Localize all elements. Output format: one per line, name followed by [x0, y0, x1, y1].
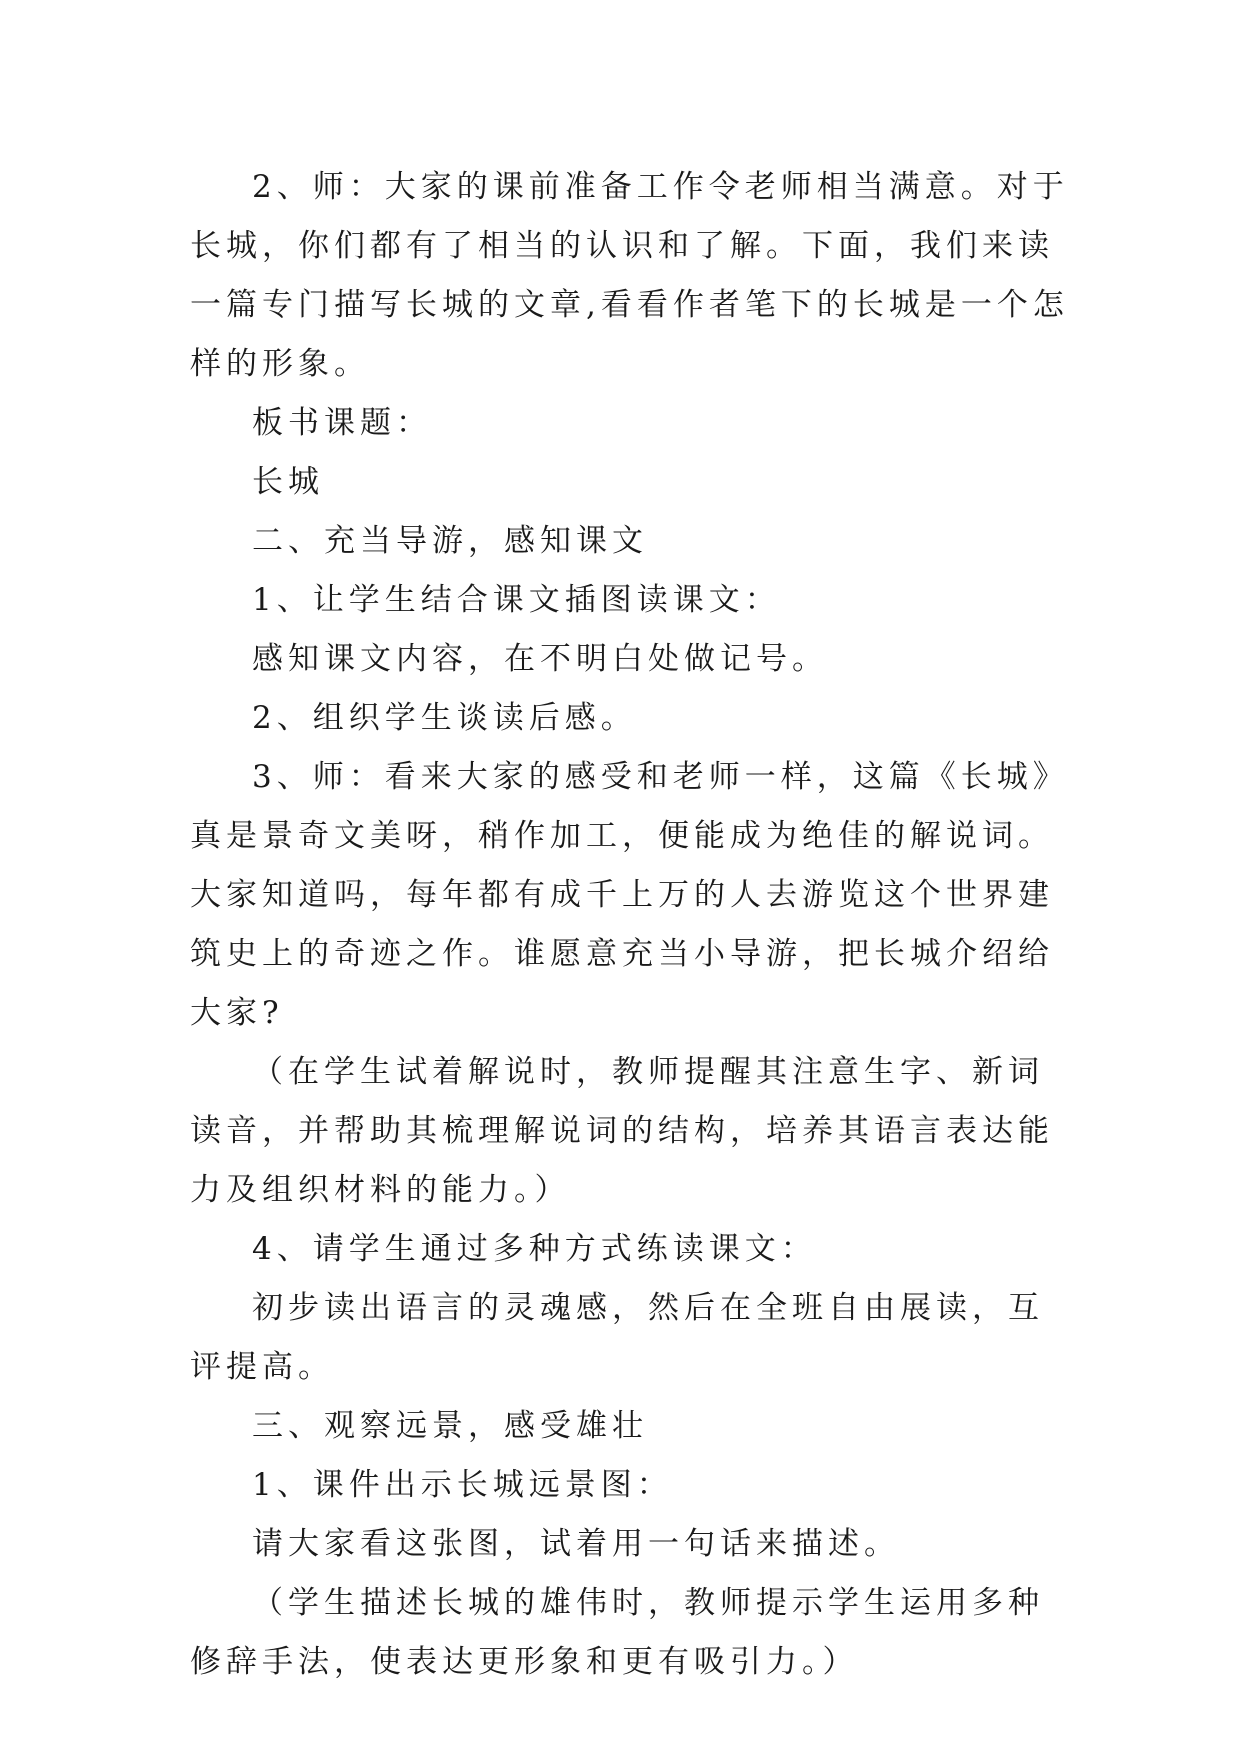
paragraph: 2、师：大家的课前准备工作令老师相当满意。对于长城，你们都有了相当的认识和了解。下面，我们来读一篇专门描写长城的文章,看看作者笔下的长城是一个怎样的形象。: [190, 169, 1069, 382]
paragraph: 感知课文内容，在不明白处做记号。: [252, 641, 828, 677]
paragraph: 请大家看这张图，试着用一句话来描述。: [252, 1526, 900, 1562]
section-heading: 三、观察远景，感受雄壮: [252, 1408, 648, 1444]
document-body: [190, 158, 1070, 1692]
paragraph: 3、师：看来大家的感受和老师一样，这篇《长城》真是景奇文美呀，稍作加工，便能成为绝佳的解说词。大家知道吗，每年都有成千上万的人去游览这个世界建筑史上的奇迹之作。谁愿意充当小导游，把长城介绍给大家?: [190, 759, 1069, 1031]
paragraph: 4、请学生通过多种方式练读课文：: [252, 1231, 817, 1267]
section-heading: 二、充当导游，感知课文: [252, 523, 648, 559]
paragraph: 板书课题：: [252, 405, 432, 441]
paragraph: 1、让学生结合课文插图读课文：: [252, 582, 781, 618]
paragraph: 2、组织学生谈读后感。: [252, 700, 637, 736]
paragraph: 初步读出语言的灵魂感，然后在全班自由展读，互评提高。: [190, 1290, 1044, 1385]
paragraph: 1、课件出示长城远景图：: [252, 1467, 673, 1503]
paragraph: （在学生试着解说时，教师提醒其注意生字、新词读音，并帮助其梳理解说词的结构，培养其语言表达能力及组织材料的能力。）: [190, 1054, 1054, 1208]
paragraph: 长城: [252, 464, 324, 500]
paragraph: （学生描述长城的雄伟时，教师提示学生运用多种修辞手法，使表达更形象和更有吸引力。）: [190, 1585, 1044, 1680]
